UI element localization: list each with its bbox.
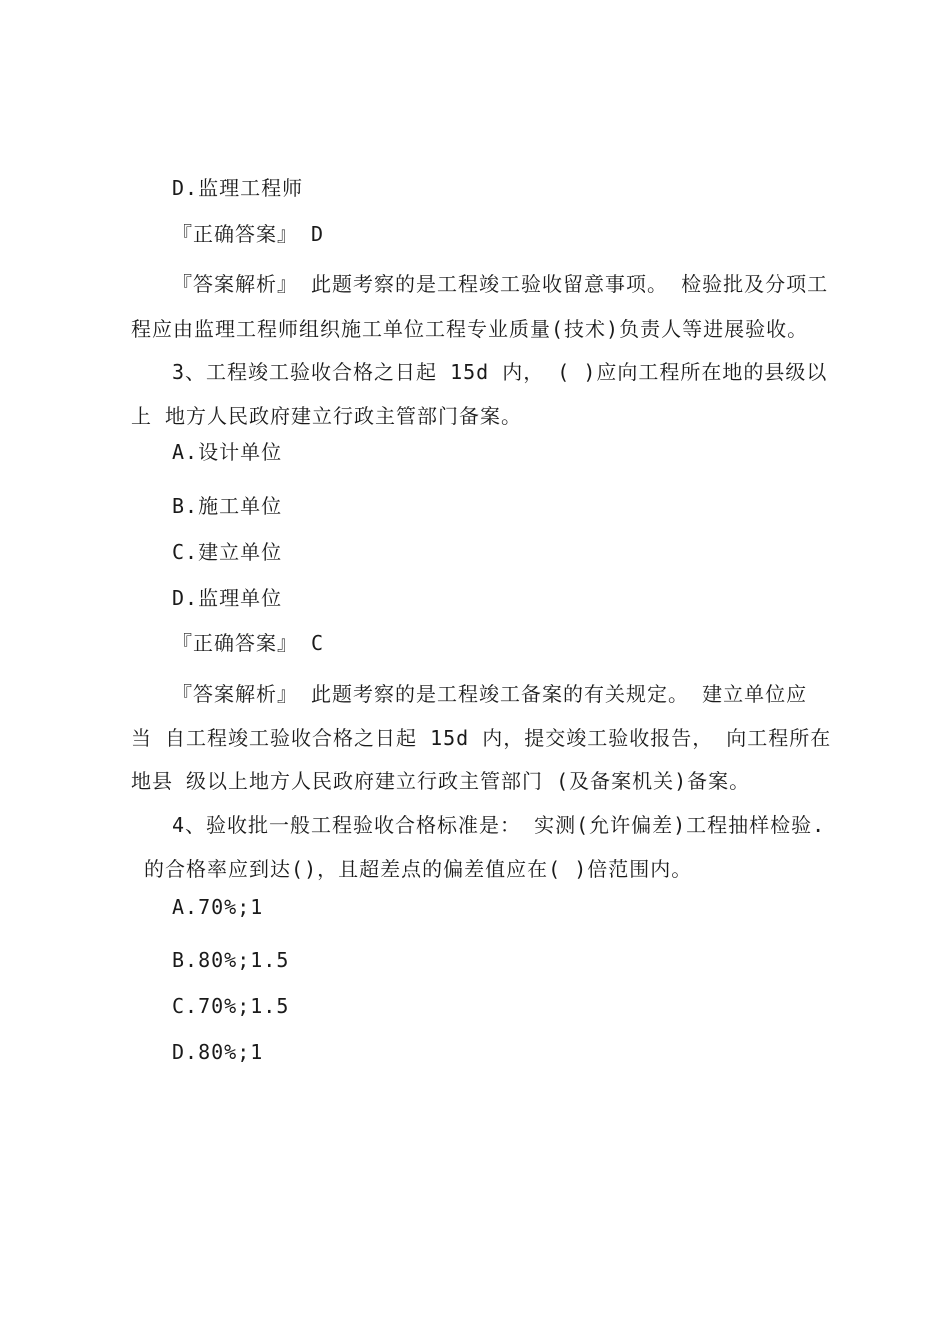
q3-analysis-line2: 当 自工程竣工验收合格之日起 15d 内，提交竣工验收报告， 向工程所在 xyxy=(131,726,832,750)
q2-option-d: D.监理工程师 xyxy=(172,176,304,200)
q4-question-line2: 的合格率应到达()，且超差点的偏差值应在( )倍范围内。 xyxy=(131,857,693,881)
q3-analysis-line3: 地县 级以上地方人民政府建立行政主管部门 (及备案机关)备案。 xyxy=(131,769,751,793)
q3-question-line2: 上 地方人民政府建立行政主管部门备案。 xyxy=(131,404,523,428)
q2-analysis-line2: 程应由监理工程师组织施工单位工程专业质量(技术)负责人等进展验收。 xyxy=(131,317,809,341)
q3-option-a: A.设计单位 xyxy=(172,440,283,464)
q4-option-b: B.80%;1.5 xyxy=(172,948,290,972)
q4-option-a: A.70%;1 xyxy=(172,895,264,919)
q2-analysis-line1: 『答案解析』 此题考察的是工程竣工验收留意事项。 检验批及分项工 xyxy=(172,272,829,296)
q4-question-line1: 4、验收批一般工程验收合格标准是： 实测(允许偏差)工程抽样检验. xyxy=(172,813,826,837)
q3-option-d: D.监理单位 xyxy=(172,586,283,610)
q3-analysis-line1: 『答案解析』 此题考察的是工程竣工备案的有关规定。 建立单位应 xyxy=(172,682,808,706)
q3-question-line1: 3、工程竣工验收合格之日起 15d 内， ( )应向工程所在地的县级以 xyxy=(172,360,828,384)
q3-option-c: C.建立单位 xyxy=(172,540,283,564)
q4-option-d: D.80%;1 xyxy=(172,1040,264,1064)
q2-answer: 『正确答案』 D xyxy=(172,222,325,246)
q3-answer: 『正确答案』 C xyxy=(172,631,325,655)
q3-option-b: B.施工单位 xyxy=(172,494,283,518)
q4-option-c: C.70%;1.5 xyxy=(172,994,290,1018)
